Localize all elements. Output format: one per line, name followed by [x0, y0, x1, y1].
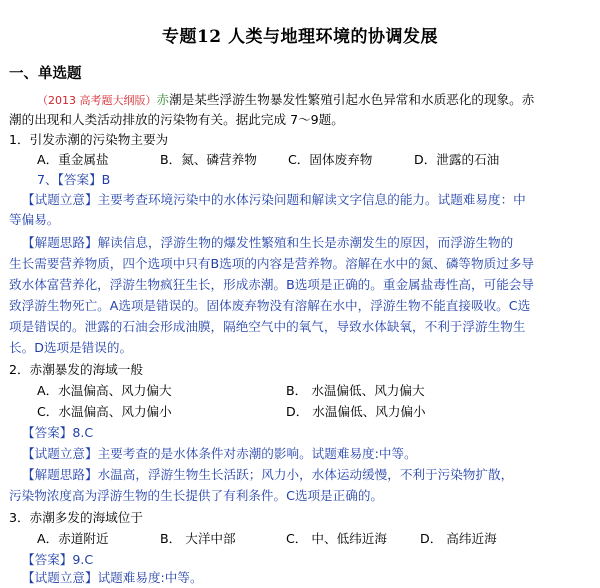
- option: D．泄露的石油: [414, 152, 500, 167]
- analysis-text: 【解题思路】水温高，浮游生物生长活跃；风力小，水体运动缓慢，不利于污染物扩散，: [22, 467, 514, 482]
- intent-text: 【试题立意】主要考查环境污染中的水体污染问题和解读文字信息的能力。试题难易度：中: [22, 192, 526, 207]
- analysis-text: 致浮游生物死亡。A选项是错误的。固体废弃物没有溶解在水中，浮游生物不能直接吸收。C选: [9, 298, 531, 313]
- question-2-stem: 2．赤潮暴发的海域一般: [9, 362, 143, 377]
- section-heading: 一、单选题: [9, 66, 82, 82]
- analysis-text: 项是错误的。泄露的石油会形成油膜，隔绝空气中的氧气，导致水体缺氧，不利于浮游生物生: [9, 319, 526, 334]
- intro-line-2: 潮的出现和人类活动排放的污染物有关。据此完成 7～9题。: [9, 112, 344, 127]
- option: A．水温偏高、风力偏大: [37, 383, 172, 398]
- intent-text: 等偏易。: [9, 212, 60, 227]
- option: C． 中、低纬近海: [286, 531, 387, 546]
- option: C．固体废弃物: [288, 152, 373, 167]
- option: B．氮、磷营养物: [160, 152, 257, 167]
- option: D． 高纬近海: [420, 531, 497, 546]
- analysis-text: 【解题思路】解读信息，浮游生物的爆发性繁殖和生长是赤潮发生的原因，而浮游生物的: [22, 235, 514, 250]
- option: B． 水温偏低、风力偏大: [286, 383, 425, 398]
- question-1-options: [37, 150, 499, 170]
- question-1-stem: 1．引发赤潮的污染物主要为: [9, 132, 169, 147]
- page-title: 专题12 人类与地理环境的协调发展: [161, 27, 439, 47]
- intro-line-1: [37, 90, 534, 111]
- analysis-text: 长。D选项是错误的。: [9, 340, 133, 355]
- option: A．赤道附近: [37, 531, 109, 546]
- intent-text: 【试题立意】主要考查的是水体条件对赤潮的影响。试题难易度:中等。: [22, 446, 417, 461]
- option: A．重金属盐: [37, 152, 109, 167]
- analysis-text: 污染物浓度高为浮游生物的生长提供了有利条件。C选项是正确的。: [9, 488, 384, 503]
- question-2-options: [37, 402, 426, 422]
- intent-text: 【试题立意】试题难易度:中等。: [22, 570, 203, 585]
- option: B． 大洋中部: [160, 531, 236, 546]
- answer-label: 7、【答案】B: [37, 172, 111, 187]
- source-tag: （2013 高考题大纲版）: [37, 94, 157, 107]
- question-3-stem: 3．赤潮多发的海域位于: [9, 510, 143, 525]
- question-2-options: [37, 381, 425, 401]
- option: C．水温偏高、风力偏小: [37, 404, 172, 419]
- option: D． 水温偏低、风力偏小: [286, 404, 426, 419]
- keyword-highlight: 赤: [156, 92, 170, 107]
- analysis-text: 生长需要营养物质，四个选项中只有B选项的内容是营养物。溶解在水中的氮、磷等物质过多导: [9, 256, 534, 271]
- answer-label: 【答案】8.C: [22, 425, 94, 440]
- analysis-text: 致水体富营养化，浮游生物疯狂生长，形成赤潮。B选项是正确的。重金属盐毒性高，可能会导: [9, 277, 534, 292]
- intro-text: 潮是某些浮游生物暴发性繁殖引起水色异常和水质恶化的现象。赤: [169, 92, 535, 107]
- question-3-options: [37, 529, 497, 549]
- answer-label: 【答案】9.C: [22, 552, 94, 567]
